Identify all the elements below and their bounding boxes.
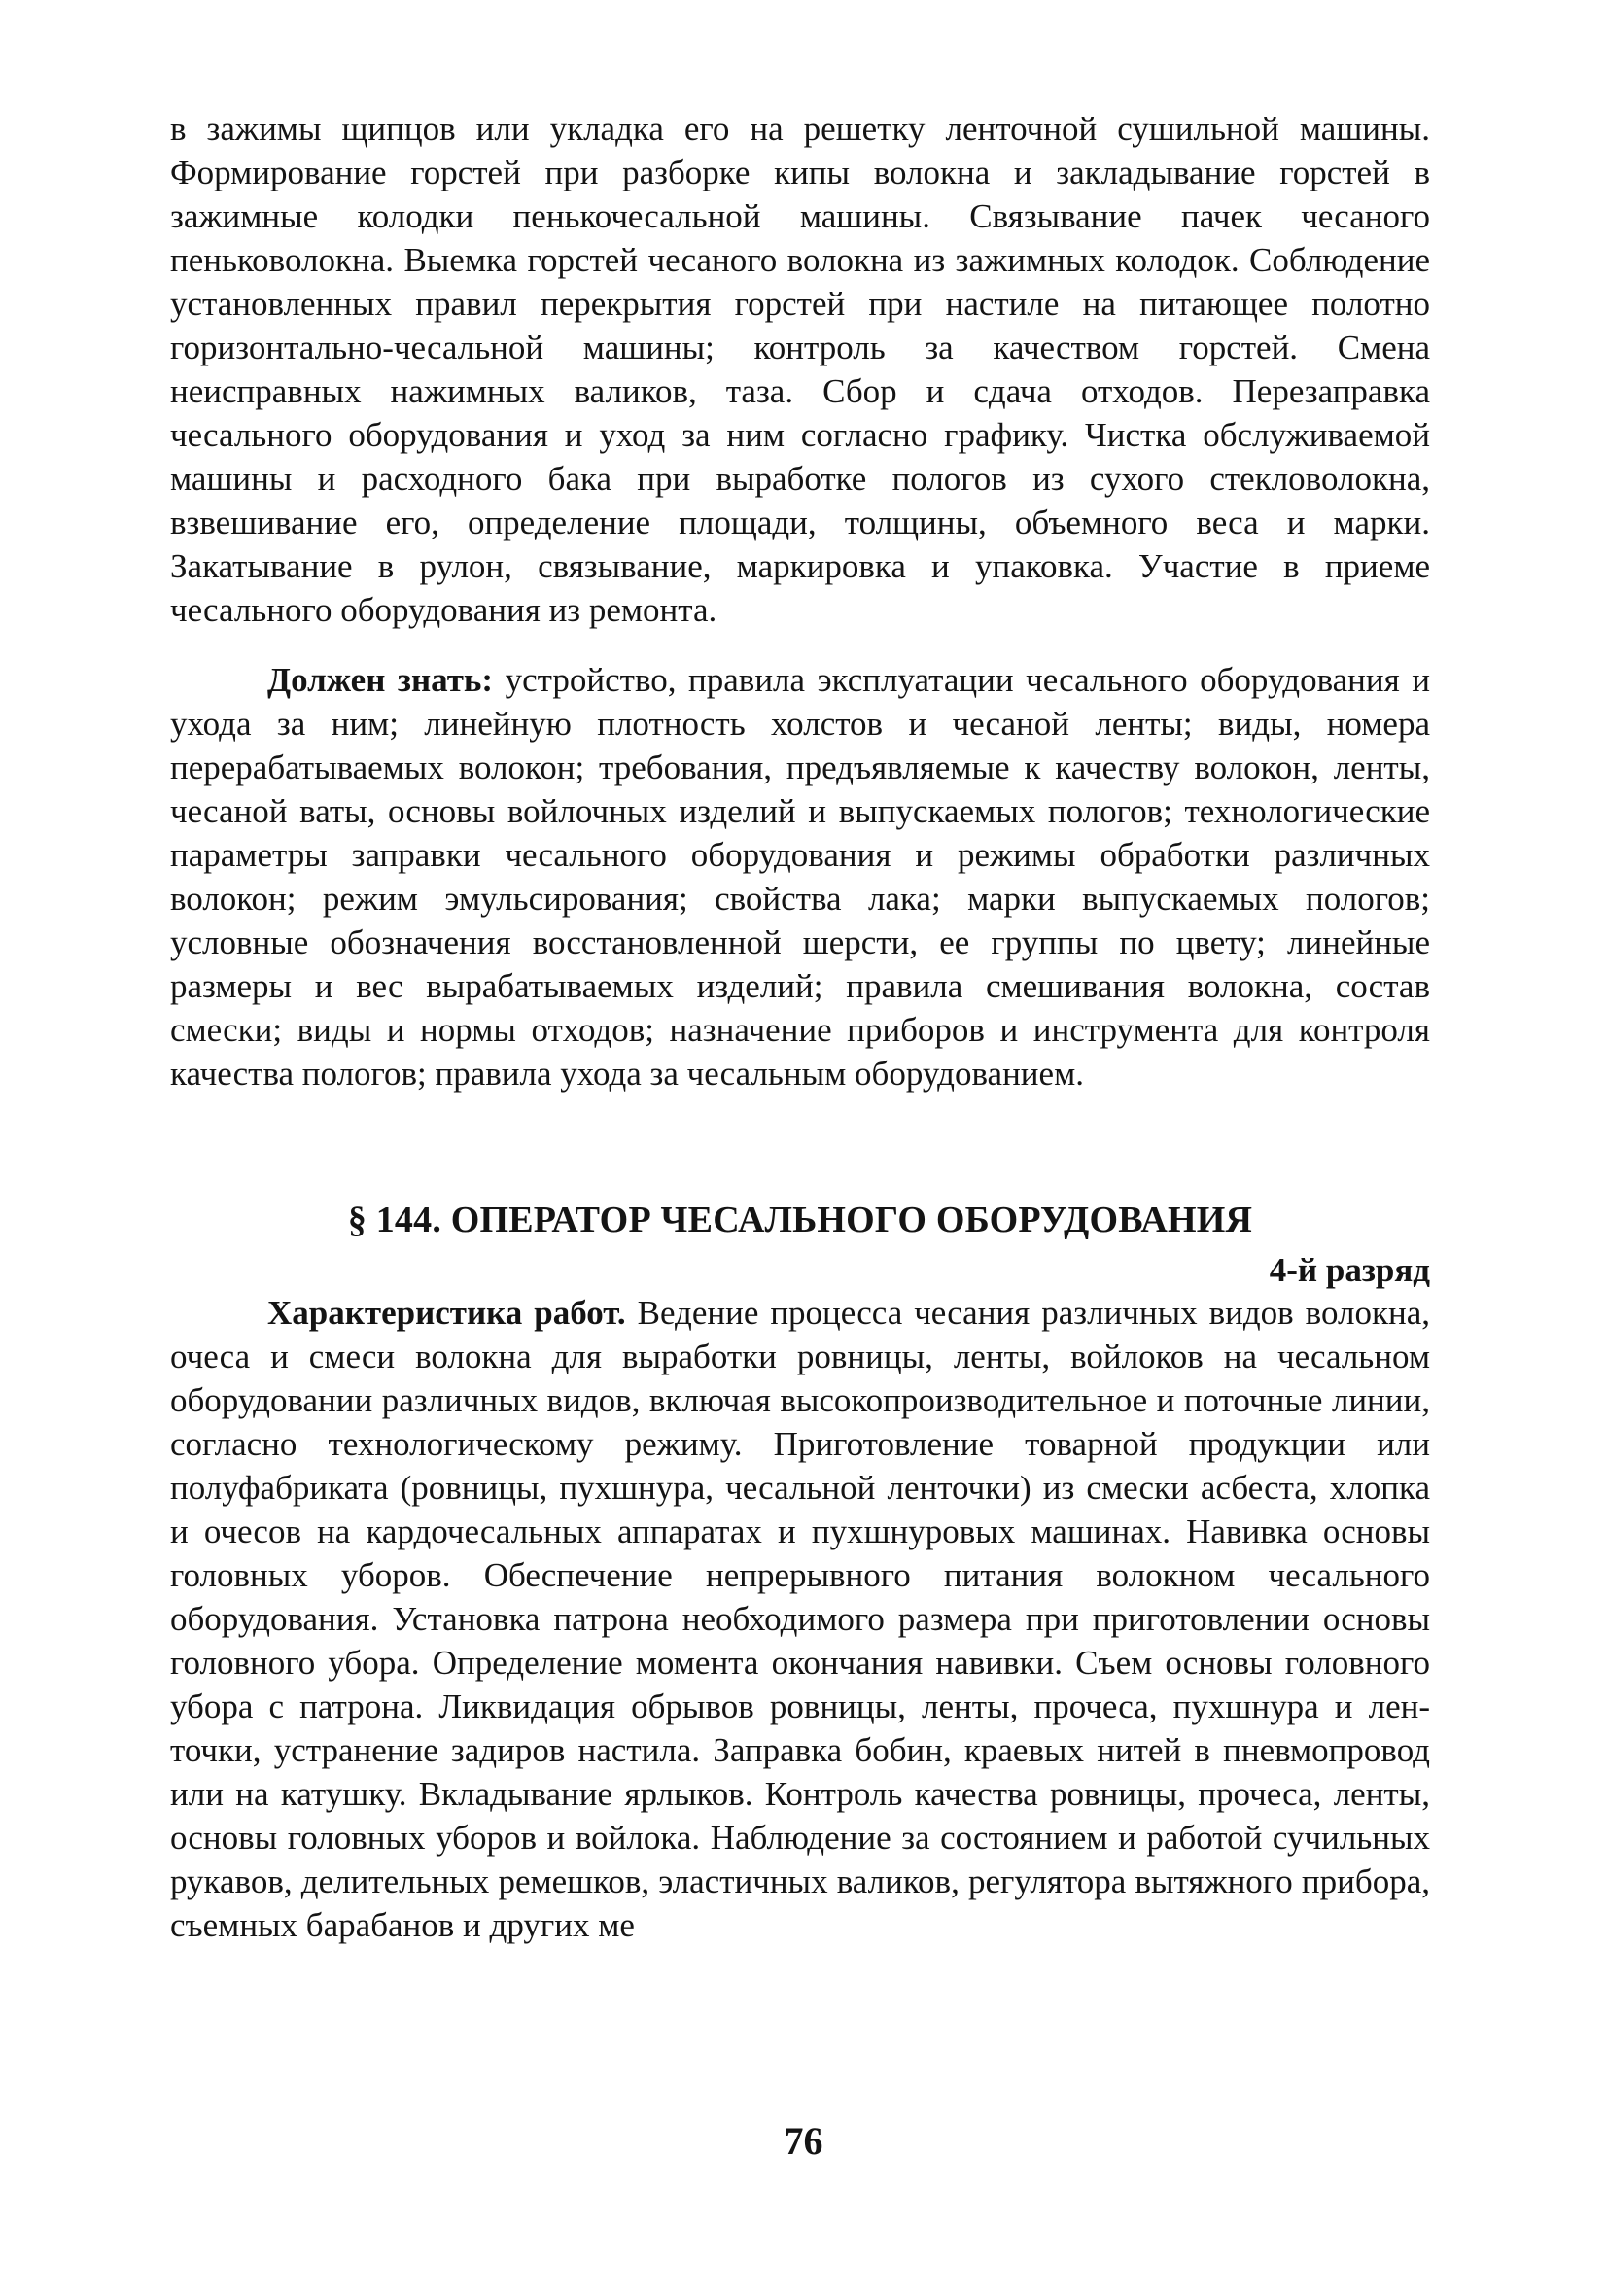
work-description-paragraph [170, 1291, 1430, 1947]
must-know-text: устройство, правила эксплуатации чесального оборудования и ухода за ним; линейную плотность холстов и чесаной ленты; виды, номера перерабатываемых волокон; требования, предъявляемые к качеству волокон, ленты, чесаной ваты, основы войлочных изделий и выпускаемых пологов; технологические параметры заправки чесального оборудования и режимы обработки различных волокон; режим эмульсирования; свойства лака; марки выпускаемых пологов; условные обозначения восстановленной шерсти, ее группы по цвету; линейные размеры и вес вырабатываемых изделий; правила смешивания волокна, состав смески; виды и нормы отходов; назначение приборов и инструмента для контроля качества пологов; правила ухода за чесальным оборудованием. [170, 661, 1430, 1093]
intro-paragraph-text: в зажимы щипцов или укладка его на решетку ленточной сушильной машины. Формирование горстей при разборке кипы волокна и закладывание горстей в зажимные колодки пенькочесальной машины. Связывание пачек чесаного пеньковолокна. Выемка горстей чесаного волокна из зажимных колодок. Соблюдение установленных правил перекрытия горстей при настиле на питающее полотно горизонтально-чесальной машины; контроль за качеством горстей. Смена неисправных нажимных валиков, таза. Сбор и сдача отходов. Перезаправка чесального оборудования и уход за ним согласно графику. Чистка обслуживаемой машины и расходного бака при выработке пологов из сухого стекловолокна, взвешивание его, определение площади, толщины, объемного веса и марки. Закатывание в рулон, связывание, маркировка и упаковка. Участие в приеме чесального оборудования из ремонта. [170, 110, 1430, 629]
intro-paragraph [170, 107, 1430, 632]
must-know-paragraph [170, 658, 1430, 1096]
page-number: 76 [784, 2119, 823, 2163]
must-know-lead: Должен знать: [267, 661, 494, 699]
work-description-lead: Характеристика работ. [267, 1294, 626, 1332]
section-grade: 4-й разряд [1269, 1251, 1430, 1289]
section-heading: § 144. ОПЕРАТОР ЧЕСАЛЬНОГО ОБОРУДОВАНИЯ [347, 1200, 1253, 1240]
work-description-text: Ведение процесса чесания различных видов волокна, очеса и смеси волокна для выработки ровницы, ленты, войлоков на чесальном оборудовании различных видов, включая высокопроизводительное и поточные линии, согласно технологическому режиму. Приготовление товарной продукции или полуфабриката (ровницы, пухшнура, чесальной ленточки) из смески асбеста, хлопка и очесов на кардочесальных аппаратах и пухшнуровых машинах. Навивка основы головных уборов. Обеспечение непрерывного питания волокном чесального оборудования. Установка патрона необходимого размера при приготовлении основы головного убора. Определение момента окончания навивки. Съем основы головного убора с патрона. Ликвидация обрывов ровницы, ленты, прочеса, пухшнура и ленточки, устранение задиров настила. Заправка бобин, краевых нитей в пневмопровод или на катушку. Вкладывание ярлыков. Контроль качества ровницы, прочеса, ленты, основы головных уборов и войлока. Наблюдение за состоянием и работой сучильных рукавов, делительных ремешков, эластичных валиков, регулятора вытяжного прибора, съемных барабанов и других ме [170, 1294, 1430, 1944]
